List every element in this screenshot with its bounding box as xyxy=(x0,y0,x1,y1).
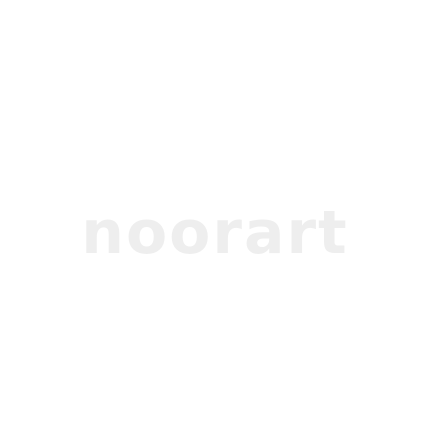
quote-line xyxy=(10,235,418,254)
quote-line xyxy=(10,102,418,121)
quote-line xyxy=(10,197,418,216)
quote-line xyxy=(10,292,418,311)
body-paragraph xyxy=(10,321,418,433)
quote-line xyxy=(10,178,418,197)
quote-line xyxy=(10,254,418,273)
site-watermark: noorart xyxy=(81,198,349,268)
quote-line xyxy=(10,26,418,45)
quote-line xyxy=(10,159,418,178)
quote-line xyxy=(10,45,418,64)
quote-line xyxy=(10,121,418,140)
quote-line xyxy=(10,273,418,292)
page-heading xyxy=(10,6,418,26)
quote-line xyxy=(10,83,418,102)
quote-line xyxy=(10,216,418,235)
quote-line xyxy=(10,140,418,159)
quote-line xyxy=(10,64,418,83)
quote-list xyxy=(10,26,418,311)
